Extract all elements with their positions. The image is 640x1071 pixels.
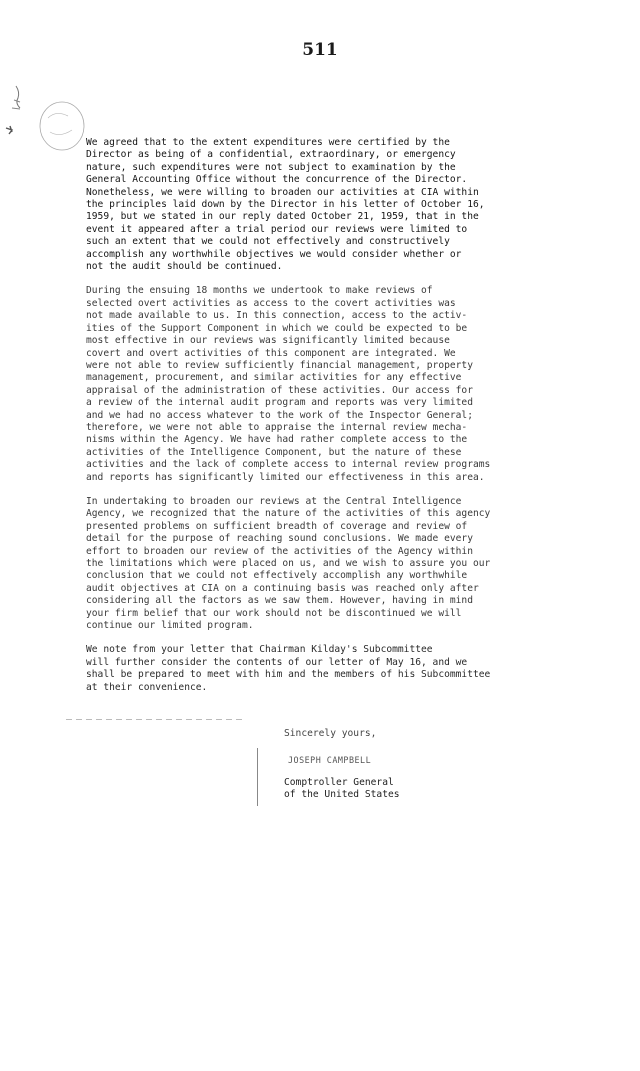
signer-title-line1: Comptroller General (284, 776, 394, 788)
divider (66, 719, 246, 720)
closing-block (284, 728, 484, 802)
margin-stamp-icon (4, 78, 94, 158)
signer-title-line2: of the United States (284, 789, 400, 801)
paragraph-2: During the ensuing 18 months we undertook to make reviews of selected overt activities as access to the covert activities was not made available to us. In this connection, access to the activ- ities of the Support Component in which we could be expected to be most effective in our reviews was significantly limited because covert and overt activities of this component are integrated. We were not able to review sufficiently financial management, property management, procurement, and similar activities for any effective appraisal of the administration of these activities. Our access for a review of the internal audit program and reports was very limited and we had no access whatever to the work of the Inspector General; therefore, we were not able to appraise the internal review mecha- nisms within the Agency. We have had rather complete access to the activities of the Intelligence Component, but the nature of these activities and the lack of complete access to internal review programs and reports has significantly limited our effectiveness in this area. (86, 285, 491, 483)
paragraph-1: We agreed that to the extent expenditures were certified by the Director as being of a confidential, extraordinary, or emergency nature, such expenditures were not subject to examination by the General Accounting Office without the concurrence of the Director. Nonetheless, we were willing to broaden our activities at CIA within the principles laid down by the Director in his letter of October 16, 1959, but we stated in our reply dated October 21, 1959, that in the event it appeared after a trial period our reviews were limited to such an extent that we could not effectively and constructively accomplish any worthwhile objectives we would consider whether or not the audit should be continued. (86, 137, 485, 273)
page-number: 511 (302, 40, 338, 60)
letter-body (86, 137, 536, 706)
closing-salutation: Sincerely yours, (284, 728, 377, 739)
paragraph-3: In undertaking to broaden our reviews at the Central Intelligence Agency, we recognized that the nature of the activities of this agency presented problems on sufficient breadth of coverage and review of detail for the purpose of reaching sound conclusions. We made every effort to broaden our review of the activities of the Agency within the limitations which were placed on us, and we wish to assure you our conclusion that we could not effectively accomplish any worthwhile audit objectives at CIA on a continuing basis was reached only after considering all the factors as we saw them. However, having in mind your firm belief that our work should not be discontinued we will continue our limited program. (86, 495, 491, 632)
signature-rule (257, 748, 258, 806)
paragraph-4: We note from your letter that Chairman Kilday's Subcommittee will further consider the contents of our letter of May 16, and we shall be prepared to meet with him and the members of his Subcommittee at their convenience. (86, 644, 491, 693)
signer-name: JOSEPH CAMPBELL (288, 755, 372, 766)
